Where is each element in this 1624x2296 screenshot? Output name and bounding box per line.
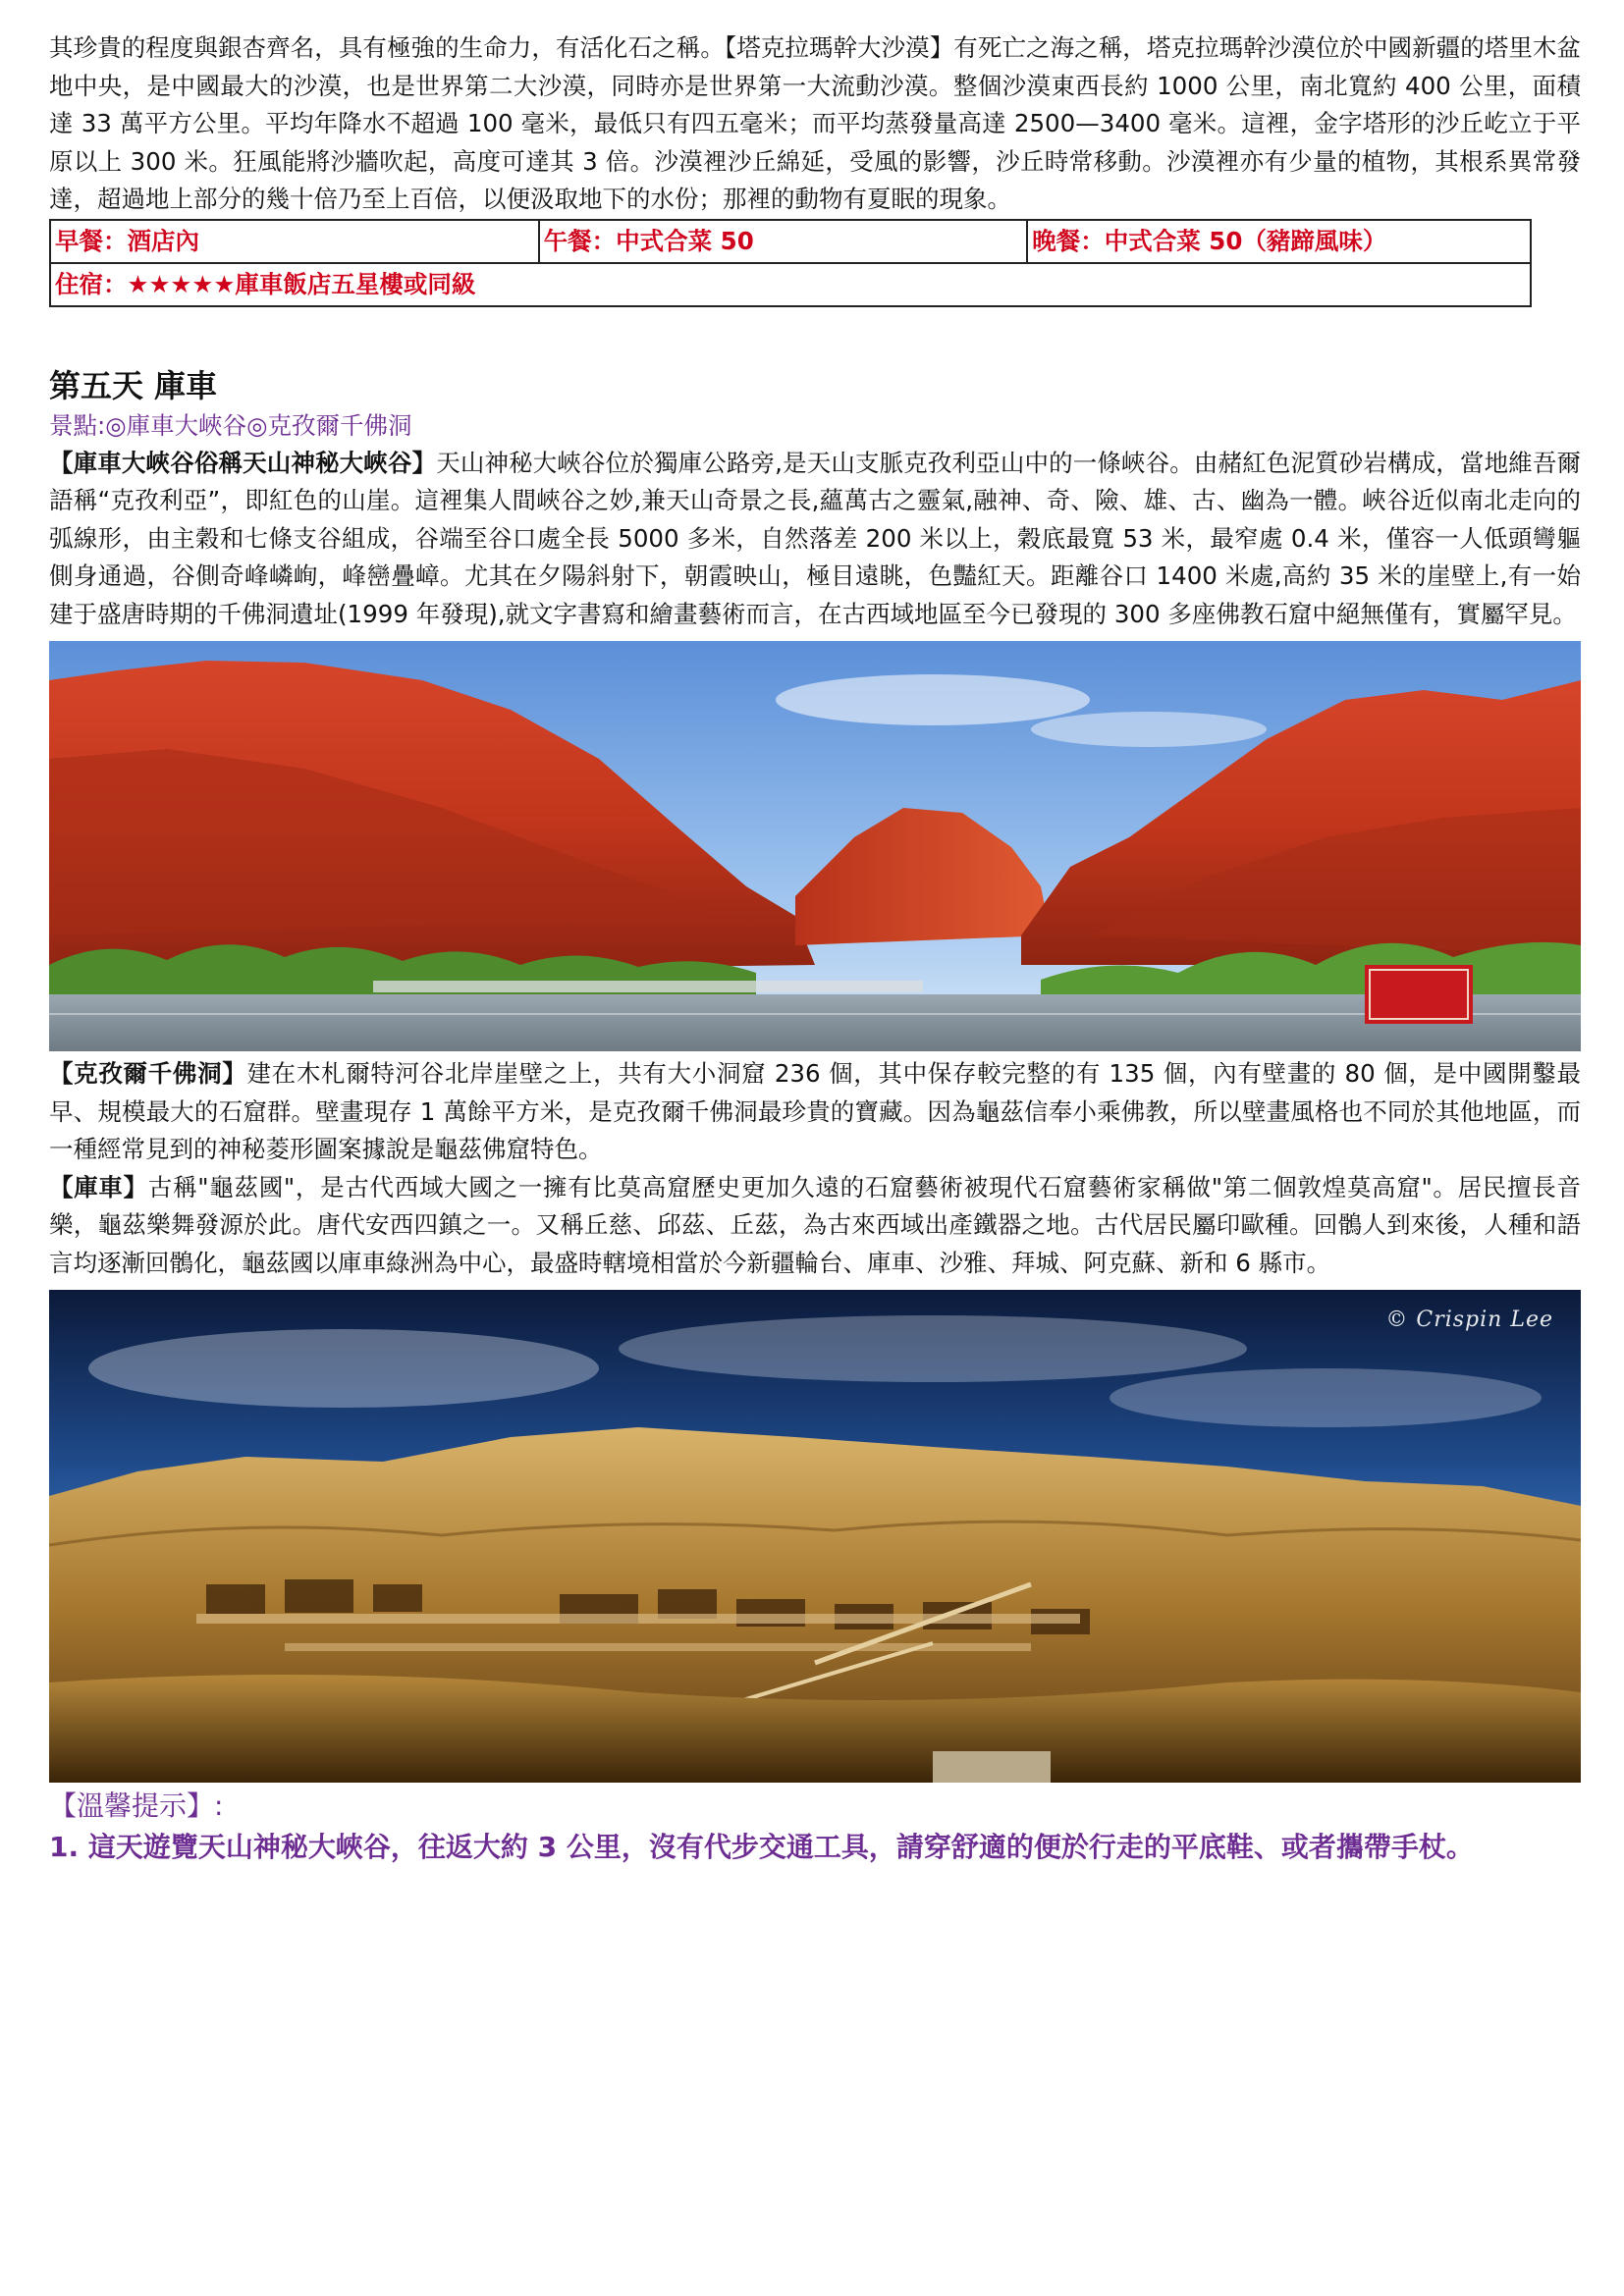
tips-item-1: 1. 這天遊覽天山神秘大峽谷，往返大約 3 公里，沒有代步交通工具，請穿舒適的便於行走的平底鞋、或者攜帶手杖。 [49, 1831, 1474, 1863]
tips-title: 【溫馨提示】: [49, 1789, 224, 1822]
kuche-paragraph [49, 1169, 1581, 1283]
breakfast-cell: 早餐：酒店內 [50, 220, 539, 263]
canyon-photo [49, 641, 1581, 1051]
meals-row [50, 220, 1531, 263]
dinner-cell: 晚餐：中式合菜 50（豬蹄風味） [1027, 220, 1531, 263]
canyon-paragraph [49, 445, 1581, 634]
lodging-row [50, 263, 1531, 306]
kizil-paragraph [49, 1055, 1581, 1169]
day-title: 第五天 庫車 [49, 366, 218, 404]
kizil-photo [49, 1290, 1581, 1783]
lodging-cell: 住宿：★★★★★庫車飯店五星樓或同級 [50, 263, 1531, 306]
kizil-body: 建在木札爾特河谷北岸崖壁之上，共有大小洞窟 236 個，其中保存較完整的有 135 個，內有壁畫的 80 個，是中國開鑿最早、規模最大的石窟群。壁畫現存 1 萬餘平方米，是克孜爾千佛洞最珍貴的寶藏。因為龜茲信奉小乘佛教，所以壁畫風格也不同於其他地區，而一種經常見到的神秘菱形圖案據說是龜茲佛窟特色。 [49, 1059, 1581, 1163]
kuche-heading: 【庫車】 [49, 1172, 148, 1201]
canyon-heading: 【庫車大峽谷俗稱天山神秘大峽谷】 [49, 448, 437, 477]
photo-watermark: © Crispin Lee [1385, 1308, 1553, 1332]
meals-table [49, 219, 1532, 307]
canyon-body: 天山神秘大峽谷位於獨庫公路旁,是天山支脈克孜利亞山中的一條峽谷。由赭紅色泥質砂岩構成，當地維吾爾語稱“克孜利亞”，即紅色的山崖。這裡集人間峽谷之妙,兼天山奇景之長,蘊萬古之靈氣,融神、奇、險、雄、古、幽為一體。峽谷近似南北走向的弧線形，由主穀和七條支谷組成，谷端至谷口處全長 5000 多米，自然落差 200 米以上，穀底最寬 53 米，最窄處 0.4 米，僅容一人低頭彎軀側身通過，谷側奇峰嶙峋，峰巒疊嶂。尤其在夕陽斜射下，朝霞映山，極目遠眺，色豔紅天。距離谷口 1400 米處,高約 35 米的崖壁上,有一始建于盛唐時期的千佛洞遺址(1999 年發現),就文字書寫和繪畫藝術而言，在古西域地區至今已發現的 300 多座佛教石窟中絕無僅有，實屬罕見。 [49, 448, 1581, 628]
intro-paragraph: 其珍貴的程度與銀杏齊名，具有極強的生命力，有活化石之稱。【塔克拉瑪幹大沙漠】有死亡之海之稱，塔克拉瑪幹沙漠位於中國新疆的塔里木盆地中央，是中國最大的沙漠，也是世界第二大沙漠，同時亦是世界第一大流動沙漠。整個沙漠東西長約 1000 公里，南北寬約 400 公里，面積達 33 萬平方公里。平均年降水不超過 100 毫米，最低只有四五毫米；而平均蒸發量高達 2500—3400 毫米。這裡，金字塔形的沙丘屹立于平原以上 300 米。狂風能將沙牆吹起，高度可達其 3 倍。沙漠裡沙丘綿延，受風的影響，沙丘時常移動。沙漠裡亦有少量的植物，其根系異常發達，超過地上部分的幾十倍乃至上百倍，以便汲取地下的水份；那裡的動物有夏眠的現象。 [49, 33, 1581, 213]
page-content [49, 29, 1581, 1869]
kizil-heading: 【克孜爾千佛洞】 [49, 1059, 247, 1088]
lunch-cell: 午餐：中式合菜 50 [539, 220, 1028, 263]
sights-line: 景點:◎庫車大峽谷◎克孜爾千佛洞 [49, 410, 412, 440]
kuche-body: 古稱"龜茲國"，是古代西域大國之一擁有比莫高窟歷史更加久遠的石窟藝術被現代石窟藝術家稱做"第二個敦煌莫高窟"。居民擅長音樂，龜茲樂舞發源於此。唐代安西四鎮之一。又稱丘慈、邱茲、丘茲，為古來西域出產鐵器之地。古代居民屬印歐種。回鶻人到來後，人種和語言均逐漸回鶻化，龜茲國以庫車綠洲為中心，最盛時轄境相當於今新疆輪台、庫車、沙雅、拜城、阿克蘇、新和 6 縣市。 [49, 1172, 1581, 1277]
